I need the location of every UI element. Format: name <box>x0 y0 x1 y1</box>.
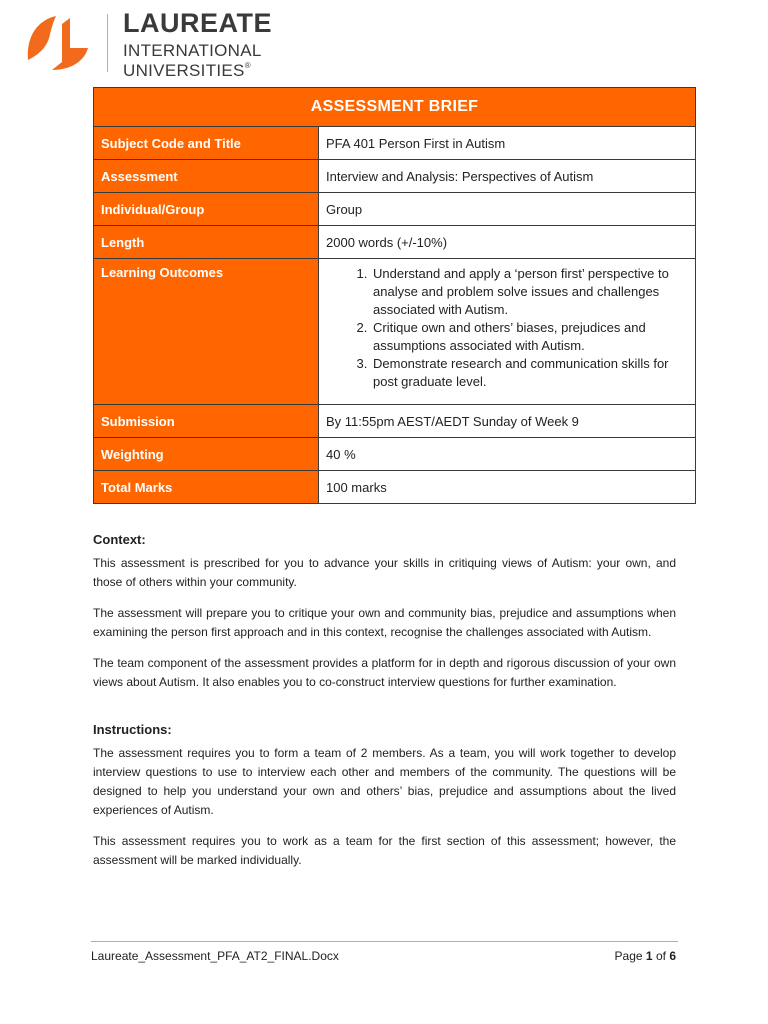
context-paragraph: The team component of the assessment provides a platform for in depth and rigorous discussion of your own views about Autism. It also enables you to co-construct interview questions for further examination. <box>93 656 676 689</box>
assessment-brief-table <box>93 87 696 504</box>
laureate-leaf-icon <box>26 14 90 72</box>
instructions-paragraph: The assessment requires you to form a team of 2 members. As a team, you will work together to develop interview questions to use to interview each other and members of the community. The questions will be designed to help you understand your own and others’ bias, prejudice and assumptions about the lived experiences of Autism. <box>93 746 676 817</box>
section-spacer <box>93 704 676 720</box>
table-row <box>94 438 696 471</box>
row-label-individual-group: Individual/Group <box>94 193 319 226</box>
row-value-learning-outcomes <box>319 259 696 405</box>
table-row <box>94 405 696 438</box>
row-value-length: 2000 words (+/-10%) <box>319 226 696 259</box>
document-body <box>93 530 676 882</box>
row-label-learning-outcomes: Learning Outcomes <box>94 259 319 405</box>
logo-line-universities: UNIVERSITIES® <box>123 61 251 80</box>
row-value-weighting: 40 % <box>319 438 696 471</box>
context-paragraph: This assessment is prescribed for you to advance your skills in critiquing views of Autism: your own, and those of others within your community. <box>93 556 676 589</box>
table-row <box>94 160 696 193</box>
row-label-length: Length <box>94 226 319 259</box>
table-row <box>94 226 696 259</box>
table-row <box>94 471 696 504</box>
footer-page-number: Page 1 of 6 <box>614 949 676 963</box>
row-value-subject: PFA 401 Person First in Autism <box>319 127 696 160</box>
learning-outcomes-list <box>326 265 688 391</box>
logo-divider <box>107 14 108 72</box>
table-row <box>94 193 696 226</box>
logo-wordmark <box>123 10 272 79</box>
context-paragraph: The assessment will prepare you to critique your own and community bias, prejudice and assumptions when examining the person first approach and in this context, recognise the challenges associated with Autism. <box>93 606 676 639</box>
row-value-individual-group: Group <box>319 193 696 226</box>
row-label-total-marks: Total Marks <box>94 471 319 504</box>
row-label-subject: Subject Code and Title <box>94 127 319 160</box>
context-heading: Context: <box>93 532 146 547</box>
logo-line-international: INTERNATIONAL <box>123 41 262 60</box>
learning-outcome-item: 3. Demonstrate research and communication skills for post graduate level. <box>371 355 688 391</box>
table-row <box>94 127 696 160</box>
learning-outcome-item: 2. Critique own and others’ biases, prejudices and assumptions associated with Autism. <box>371 319 688 355</box>
instructions-heading: Instructions: <box>93 722 172 737</box>
row-label-assessment: Assessment <box>94 160 319 193</box>
logo-line-laureate: LAUREATE <box>123 8 272 38</box>
table-title: ASSESSMENT BRIEF <box>94 88 696 127</box>
row-value-total-marks: 100 marks <box>319 471 696 504</box>
page-footer <box>91 941 678 963</box>
table-row <box>94 259 696 405</box>
learning-outcome-item: 1. Understand and apply a ‘person first’ perspective to analyse and problem solve issues and challenges associated with Autism. <box>371 265 688 319</box>
footer-filename: Laureate_Assessment_PFA_AT2_FINAL.Docx <box>91 949 339 963</box>
row-value-submission: By 11:55pm AEST/AEDT Sunday of Week 9 <box>319 405 696 438</box>
row-value-assessment: Interview and Analysis: Perspectives of Autism <box>319 160 696 193</box>
row-label-submission: Submission <box>94 405 319 438</box>
row-label-weighting: Weighting <box>94 438 319 471</box>
instructions-paragraph: This assessment requires you to work as a team for the first section of this assessment; however, the assessment will be marked individually. <box>93 834 676 867</box>
